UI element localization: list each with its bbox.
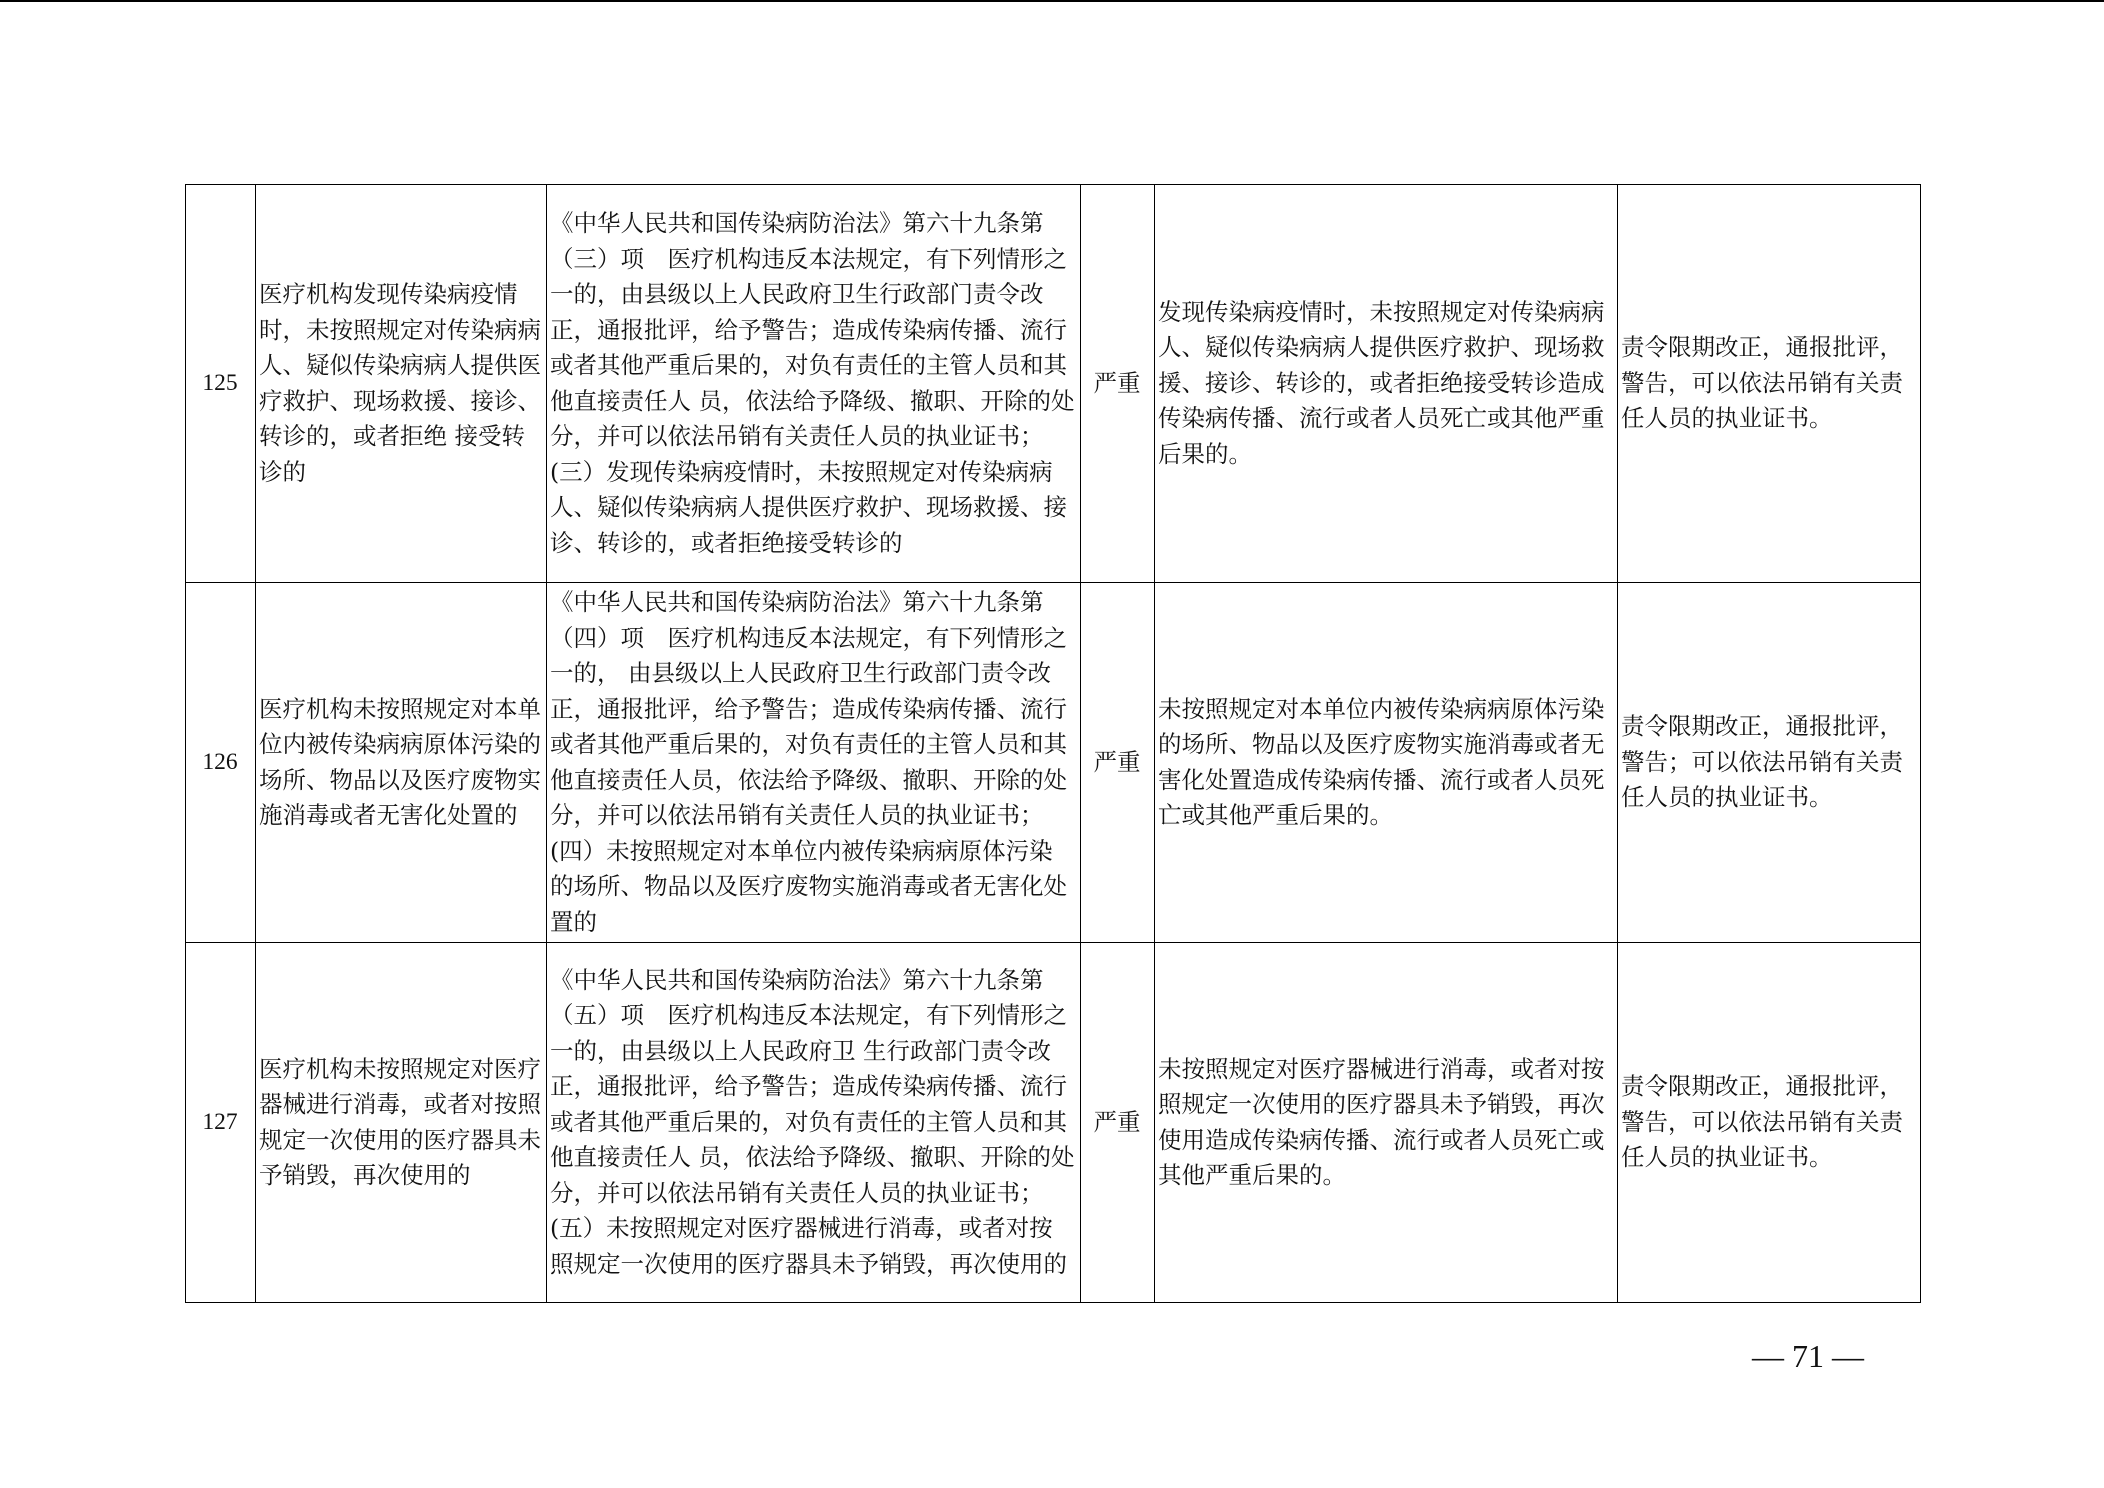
page-number: — 71 — bbox=[1752, 1338, 1864, 1374]
table-row bbox=[186, 185, 1921, 583]
severity-level: 严重 bbox=[1081, 185, 1155, 583]
violation-circumstance: 发现传染病疫情时，未按照规定对传染病病人、疑似传染病病人提供医疗救护、现场救援、接诊、转诊的，或者拒绝接受转诊造成传染病传播、流行或者人员死亡或其他严重后果的。 bbox=[1155, 185, 1618, 583]
legal-basis: 《中华人民共和国传染病防治法》第六十九条第（五）项 医疗机构违反本法规定，有下列情形之一的，由县级以上人民政府卫 生行政部门责令改正，通报批评，给予警告；造成传染病传播、流行或者其他严重后果的，对负有责任的主管人员和其他直接责任人 员，依法给予降级、撤职、开除的处分，并可以依法吊销有关责任人员的执业证书；(五）未按照规定对医疗器械进行消毒，或者对按照规定一次使用的医疗器具未予销毁，再次使用的 bbox=[547, 943, 1081, 1303]
penalty-standard: 责令限期改正，通报批评，警告；可以依法吊销有关责任人员的执业证书。 bbox=[1618, 583, 1921, 943]
top-border-line bbox=[0, 0, 2104, 2]
row-number: 125 bbox=[186, 185, 256, 583]
severity-level: 严重 bbox=[1081, 943, 1155, 1303]
table-row bbox=[186, 583, 1921, 943]
penalty-table bbox=[185, 184, 1921, 1303]
table-row bbox=[186, 943, 1921, 1303]
violation-item: 医疗机构未按照规定对本单位内被传染病病原体污染的场所、物品以及医疗废物实施消毒或者无害化处置的 bbox=[256, 583, 547, 943]
severity-level: 严重 bbox=[1081, 583, 1155, 943]
violation-item: 医疗机构发现传染病疫情时，未按照规定对传染病病人、疑似传染病病人提供医疗救护、现场救援、接诊、转诊的，或者拒绝 接受转诊的 bbox=[256, 185, 547, 583]
legal-basis: 《中华人民共和国传染病防治法》第六十九条第（四）项 医疗机构违反本法规定，有下列情形之一的， 由县级以上人民政府卫生行政部门责令改正，通报批评，给予警告；造成传染病传播、流行或者其他严重后果的，对负有责任的主管人员和其他直接责任人员，依法给予降级、撤职、开除的处分，并可以依法吊销有关责任人员的执业证书；(四）未按照规定对本单位内被传染病病原体污染的场所、物品以及医疗废物实施消毒或者无害化处置的 bbox=[547, 583, 1081, 943]
violation-item: 医疗机构未按照规定对医疗器械进行消毒，或者对按照规定一次使用的医疗器具未予销毁，再次使用的 bbox=[256, 943, 547, 1303]
violation-circumstance: 未按照规定对医疗器械进行消毒，或者对按照规定一次使用的医疗器具未予销毁，再次使用造成传染病传播、流行或者人员死亡或其他严重后果的。 bbox=[1155, 943, 1618, 1303]
penalty-standard: 责令限期改正，通报批评，警告，可以依法吊销有关责任人员的执业证书。 bbox=[1618, 943, 1921, 1303]
legal-basis: 《中华人民共和国传染病防治法》第六十九条第（三）项 医疗机构违反本法规定，有下列情形之一的，由县级以上人民政府卫生行政部门责令改正，通报批评，给予警告；造成传染病传播、流行或者其他严重后果的，对负有责任的主管人员和其他直接责任人 员，依法给予降级、撤职、开除的处分，并可以依法吊销有关责任人员的执业证书；(三）发现传染病疫情时，未按照规定对传染病病人、疑似传染病病人提供医疗救护、现场救援、接诊、转诊的，或者拒绝接受转诊的 bbox=[547, 185, 1081, 583]
row-number: 126 bbox=[186, 583, 256, 943]
penalty-standard: 责令限期改正，通报批评，警告，可以依法吊销有关责任人员的执业证书。 bbox=[1618, 185, 1921, 583]
row-number: 127 bbox=[186, 943, 256, 1303]
violation-circumstance: 未按照规定对本单位内被传染病病原体污染的场所、物品以及医疗废物实施消毒或者无害化处置造成传染病传播、流行或者人员死亡或其他严重后果的。 bbox=[1155, 583, 1618, 943]
